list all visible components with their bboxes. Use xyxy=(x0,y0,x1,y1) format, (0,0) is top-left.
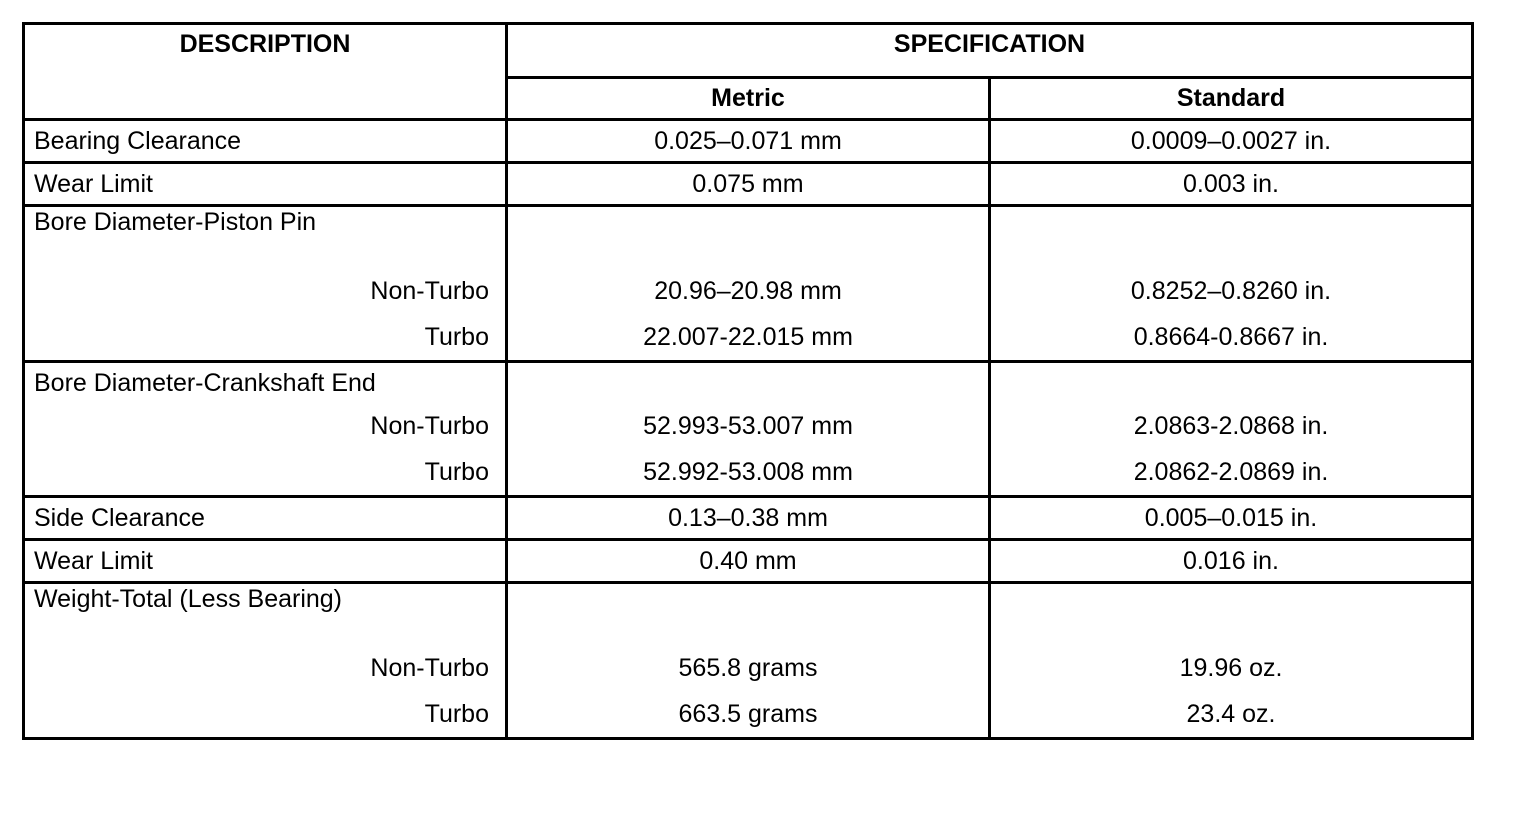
metric-value: 0.40 mm xyxy=(507,540,990,583)
sub-row-label: Non-Turbo xyxy=(24,268,507,314)
table-row xyxy=(24,540,1473,583)
standard-value: 0.016 in. xyxy=(990,540,1473,583)
standard-value: 0.8664-0.8667 in. xyxy=(990,314,1473,362)
metric-value: 0.075 mm xyxy=(507,163,990,206)
metric-value: 52.992-53.008 mm xyxy=(507,449,990,497)
standard-value: 19.96 oz. xyxy=(990,645,1473,691)
header-specification: SPECIFICATION xyxy=(507,24,1473,78)
specification-table xyxy=(22,22,1474,740)
row-label: Weight-Total (Less Bearing) xyxy=(24,583,507,646)
row-label: Side Clearance xyxy=(24,497,507,540)
table-row xyxy=(24,206,1473,269)
metric-value: 663.5 grams xyxy=(507,691,990,739)
standard-value: 2.0863-2.0868 in. xyxy=(990,403,1473,449)
metric-value: 22.007-22.015 mm xyxy=(507,314,990,362)
row-label: Wear Limit xyxy=(24,540,507,583)
standard-value: 0.8252–0.8260 in. xyxy=(990,268,1473,314)
table-row xyxy=(24,583,1473,646)
table-row xyxy=(24,403,1473,449)
sub-row-label: Turbo xyxy=(24,314,507,362)
standard-value: 0.0009–0.0027 in. xyxy=(990,120,1473,163)
sub-row-label: Turbo xyxy=(24,691,507,739)
row-label: Bore Diameter-Piston Pin xyxy=(24,206,507,269)
standard-value: 23.4 oz. xyxy=(990,691,1473,739)
row-label: Wear Limit xyxy=(24,163,507,206)
sub-row-label: Turbo xyxy=(24,449,507,497)
table-row xyxy=(24,691,1473,739)
table-row xyxy=(24,314,1473,362)
standard-value: 2.0862-2.0869 in. xyxy=(990,449,1473,497)
header-description: DESCRIPTION xyxy=(24,24,507,120)
standard-value: 0.005–0.015 in. xyxy=(990,497,1473,540)
sub-row-label: Non-Turbo xyxy=(24,403,507,449)
row-label: Bore Diameter-Crankshaft End xyxy=(24,362,507,404)
metric-value: 0.025–0.071 mm xyxy=(507,120,990,163)
metric-value: 20.96–20.98 mm xyxy=(507,268,990,314)
metric-value: 565.8 grams xyxy=(507,645,990,691)
standard-value: 0.003 in. xyxy=(990,163,1473,206)
table-row xyxy=(24,120,1473,163)
table-row xyxy=(24,163,1473,206)
sub-row-label: Non-Turbo xyxy=(24,645,507,691)
metric-value: 0.13–0.38 mm xyxy=(507,497,990,540)
table-row xyxy=(24,362,1473,404)
row-label: Bearing Clearance xyxy=(24,120,507,163)
table-row xyxy=(24,268,1473,314)
table-row xyxy=(24,497,1473,540)
table-row xyxy=(24,645,1473,691)
header-metric: Metric xyxy=(507,78,990,120)
metric-value: 52.993-53.007 mm xyxy=(507,403,990,449)
table-row xyxy=(24,449,1473,497)
header-standard: Standard xyxy=(990,78,1473,120)
